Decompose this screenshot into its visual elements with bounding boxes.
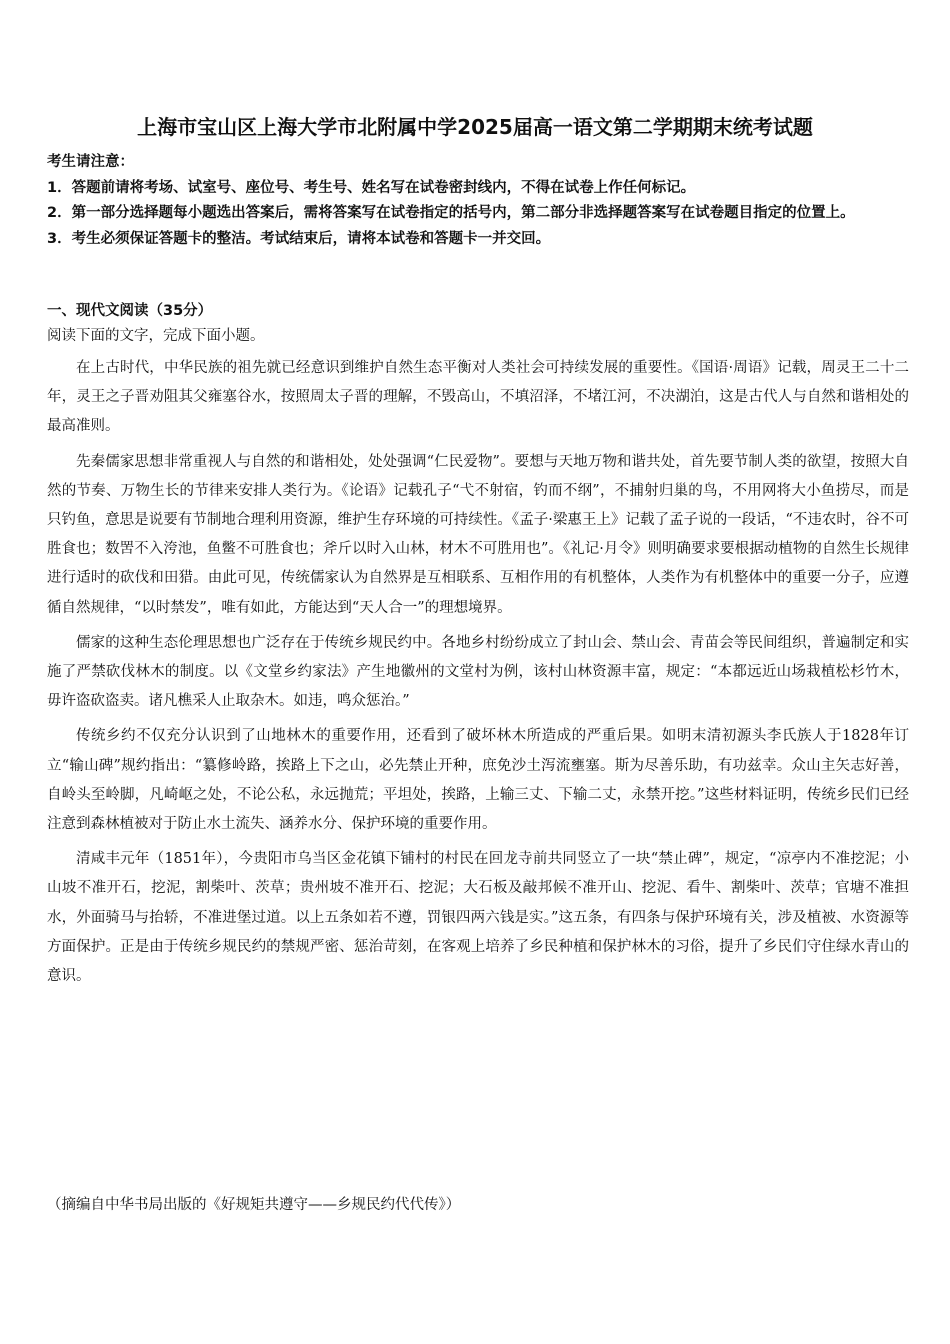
notice-item-1: 1．答题前请将考场、试室号、座位号、考生号、姓名写在试卷密封线内，不得在试卷上作任何标记。 [47, 179, 696, 196]
passage-paragraph-4: 传统乡约不仅充分认识到了山地林木的重要作用，还看到了破坏林木所造成的严重后果。如明末清初源头李氏族人于1828年订立“输山碑”规约指出：“纂修岭路，挨路上下之山，必先禁止开种，庶免沙土泻流壅塞。斯为尽善乐助，有功兹幸。众山主矢志好善，自岭头至岭脚，凡崎岖之处，不论公私，永远抛荒；平坦处，挨路，上输三丈、下输二丈，永禁开挖。”这些材料证明，传统乡民们已经注意到森林植被对于防止水土流失、涵养水分、保护环境的重要作用。 [47, 728, 909, 833]
section-heading: 一、现代文阅读（35分） [47, 303, 213, 319]
passage-paragraph-3: 儒家的这种生态伦理思想也广泛存在于传统乡规民约中。各地乡村纷纷成立了封山会、禁山会、青苗会等民间组织，普遍制定和实施了严禁砍伐林木的制度。以《文堂乡约家法》产生地徽州的文堂村为例，该村山林资源丰富，规定：“本都远近山场栽植松杉竹木，毋许盗砍盗卖。诸凡樵采人止取杂木。如违，鸣众惩治。” [47, 634, 909, 710]
passage-paragraph-1: 在上古时代，中华民族的祖先就已经意识到维护自然生态平衡对人类社会可持续发展的重要性。《国语·周语》记载，周灵王二十二年，灵王之子晋劝阻其父雍塞谷水，按照周太子晋的理解，不毁高山，不填沼泽，不堵江河，不决湖泊，这是古代人与自然和谐相处的最高准则。 [47, 360, 909, 435]
notice-heading: 考生请注意： [47, 154, 134, 170]
passage-paragraph-2: 先秦儒家思想非常重视人与自然的和谐相处，处处强调“仁民爱物”。要想与天地万物和谐共处，首先要节制人类的欲望，按照大自然的节奏、万物生长的节律来安排人类行为。《论语》记载孔子“弋不射宿，钓而不纲”，不捕射归巢的鸟，不用网将大小鱼捞尽，而是只钓鱼，意思是说要有节制地合理利用资源，维护生存环境的可持续性。《孟子·梁惠王上》记载了孟子说的一段话，“不违农时，谷不可胜食也；数罟不入洿池，鱼鳖不可胜食也；斧斤以时入山林，材木不可胜用也”。《礼记·月令》则明确要求要根据动植物的自然生长规律进行适时的砍伐和田猎。由此可见，传统儒家认为自然界是互相联系、互相作用的有机整体，人类作为有机整体中的重要一分子，应遵循自然规律，“以时禁发”，唯有如此，方能达到“天人合一”的理想境界。 [47, 453, 909, 616]
exam-title: 上海市宝山区上海大学市北附属中学2025届高一语文第二学期期末统考试题 [137, 115, 813, 139]
reading-passage [47, 354, 909, 997]
exam-notice [47, 150, 907, 252]
notice-item-2: 2．第一部分选择题每小题选出答案后，需将答案写在试卷指定的括号内，第二部分非选择题答案写在试卷题目指定的位置上。 [47, 205, 855, 221]
passage-paragraph-5: 清咸丰元年（1851年），今贵阳市乌当区金花镇下铺村的村民在回龙寺前共同竖立了一块“禁止碑”，规定，“凉亭内不准挖泥；小山坡不准开石，挖泥，割柴叶、茨草；贵州坡不准开石、挖泥；大石板及敲邦候不准开山、挖泥、看牛、割柴叶、茨草；官塘不准担水，外面骑马与抬轿，不准进堡过道。以上五条如若不遵，罚银四两六钱是实。”这五条，有四条与保护环境有关，涉及植被、水资源等方面保护。正是由于传统乡规民约的禁规严密、惩治苛刻，在客观上培养了乡民种植和保护林木的习俗，提升了乡民们守住绿水青山的意识。 [47, 851, 909, 985]
passage-source: （摘编自中华书局出版的《好规矩共遵守——乡规民约代代传》） [47, 1197, 461, 1213]
notice-item-3: 3．考生必须保证答题卡的整洁。考试结束后，请将本试卷和答题卡一并交回。 [47, 230, 551, 247]
section-instruction: 阅读下面的文字，完成下面小题。 [47, 328, 265, 344]
